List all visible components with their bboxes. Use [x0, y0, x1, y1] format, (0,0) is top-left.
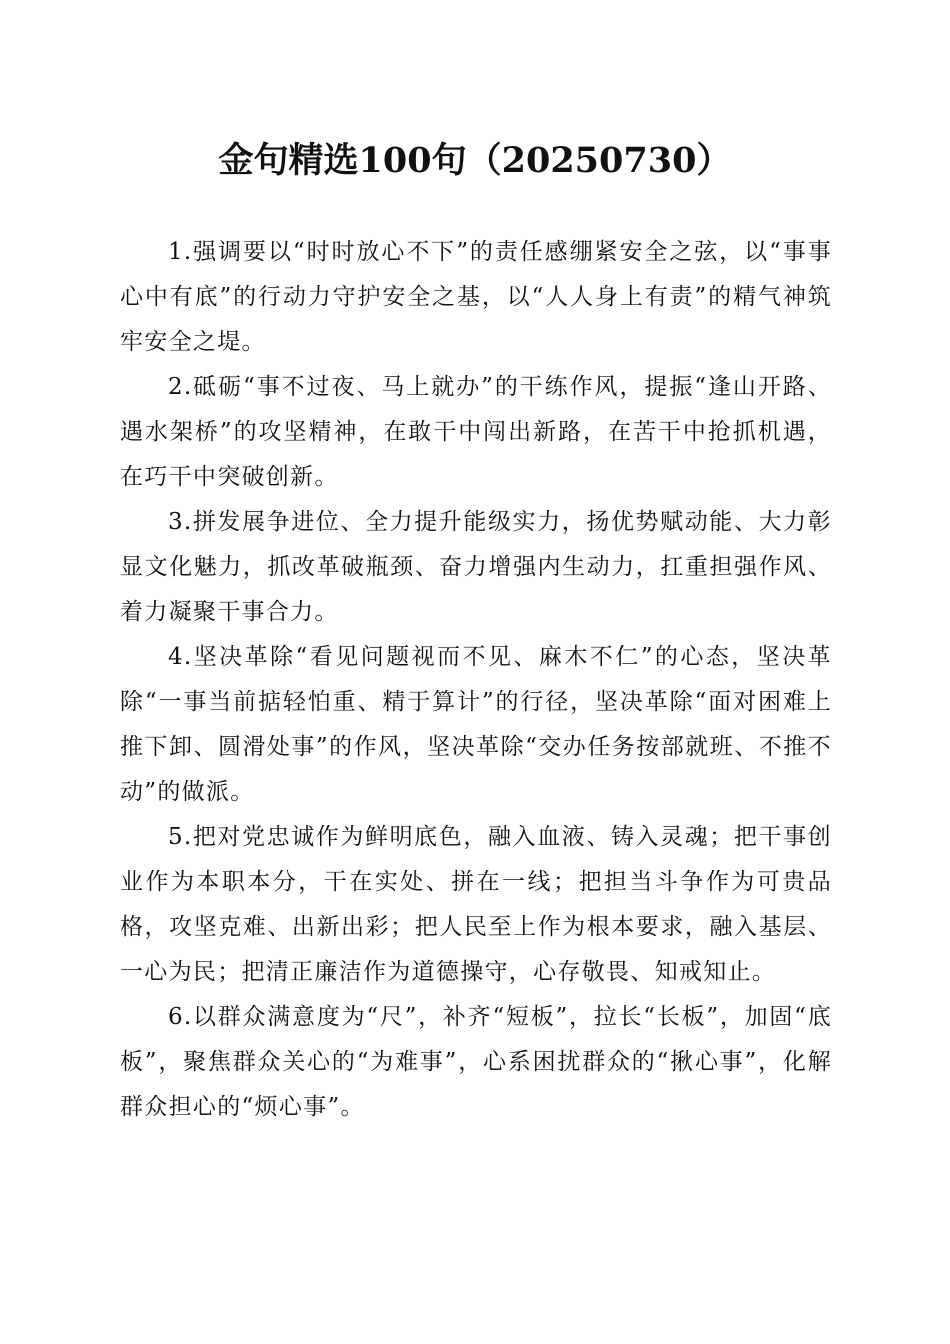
document-title: 金句精选100句（20250730）	[218, 140, 732, 181]
document-body	[120, 230, 832, 1130]
paragraph-5: 5.把对党忠诚作为鲜明底色，融入血液、铸入灵魂；把干事创业作为本职本分，干在实处、拼在一线；把担当斗争作为可贵品格，攻坚克难、出新出彩；把人民至上作为根本要求，融入基层、一心为民；把清正廉洁作为道德操守，心存敬畏、知戒知止。	[120, 824, 832, 985]
paragraph-4: 4.坚决革除“看见问题视而不见、麻木不仁”的心态，坚决革除“一事当前掂轻怕重、精于算计”的行径，坚决革除“面对困难上推下卸、圆滑处事”的作风，坚决革除“交办任务按部就班、不推不动”的做派。	[120, 644, 832, 805]
paragraph-6: 6.以群众满意度为“尺”，补齐“短板”，拉长“长板”，加固“底板”，聚焦群众关心的“为难事”，心系困扰群众的“揪心事”，化解群众担心的“烦心事”。	[120, 1004, 832, 1120]
paragraph-1: 1.强调要以“时时放心不下”的责任感绷紧安全之弦，以“事事心中有底”的行动力守护安全之基，以“人人身上有责”的精气神筑牢安全之堤。	[120, 239, 832, 355]
paragraph-2: 2.砥砺“事不过夜、马上就办”的干练作风，提振“逢山开路、遇水架桥”的攻坚精神，在敢干中闯出新路，在苦干中抢抓机遇，在巧干中突破创新。	[120, 374, 832, 490]
paragraph-3: 3.拼发展争进位、全力提升能级实力，扬优势赋动能、大力彰显文化魅力，抓改革破瓶颈、奋力增强内生动力，扛重担强作风、着力凝聚干事合力。	[120, 509, 832, 625]
